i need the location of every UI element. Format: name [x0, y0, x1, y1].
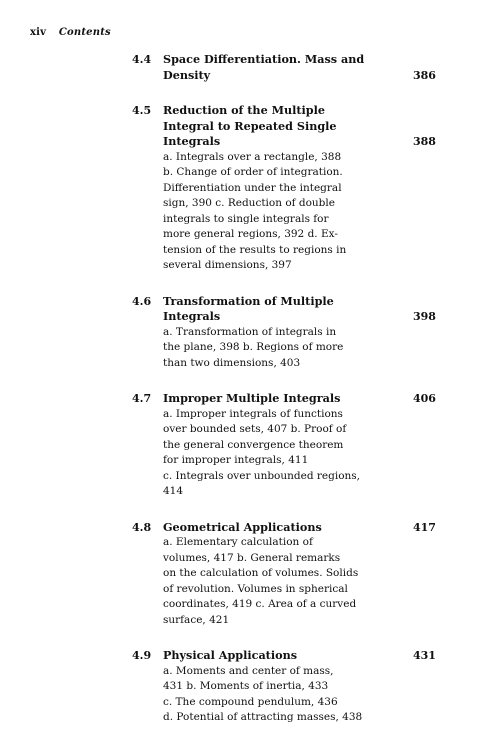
subsection-line: of revolution. Volumes in spherical [163, 582, 348, 595]
toc-section [0, 391, 499, 500]
subsection-line: c. Integrals over unbounded regions, [163, 469, 361, 482]
subsection-line: integrals to single integrals for [163, 212, 329, 225]
section-title-line: Integrals [163, 134, 221, 148]
subsection-line: volumes, 417 b. General remarks [163, 551, 341, 564]
subsection-line: 414 [163, 485, 184, 497]
section-title-line: Density [163, 67, 211, 82]
toc-section [0, 648, 499, 726]
subsection-line: on the calculation of volumes. Solids [163, 567, 359, 579]
subsection-line: a. Moments and center of mass, [163, 664, 334, 677]
section-title-line: Physical Applications [163, 648, 297, 662]
subsection-line: coordinates, 419 c. Area of a curved [163, 598, 357, 610]
section-number: 4.4 [132, 53, 152, 66]
subsection-line: the plane, 398 b. Regions of more [163, 341, 344, 353]
section-body [163, 52, 388, 83]
subsection-line: over bounded sets, 407 b. Proof of [163, 423, 347, 435]
section-page-number: 406 [413, 392, 436, 405]
section-page-number: 431 [413, 649, 436, 662]
section-page-number: 386 [413, 68, 436, 82]
section-title-line: Geometrical Applications [163, 519, 322, 534]
subsection-line: Differentiation under the integral [163, 181, 342, 194]
subsection-line: c. The compound pendulum, 436 [163, 695, 338, 708]
subsection-line: d. Potential of attracting masses, 438 [163, 711, 363, 723]
section-title-line: Integral to Repeated Single [163, 118, 337, 133]
section-body [163, 648, 388, 726]
table-of-contents [0, 52, 499, 746]
subsection-line: than two dimensions, 403 [163, 356, 301, 369]
section-number: 4.5 [132, 104, 152, 117]
header-page-number: xiv [30, 27, 47, 38]
section-body [163, 520, 388, 629]
section-number: 4.7 [132, 392, 152, 405]
subsection-line: the general convergence theorem [163, 438, 344, 451]
section-title-line: Transformation of Multiple [163, 293, 334, 308]
subsection-line: a. Integrals over a rectangle, 388 [163, 150, 342, 163]
section-body [163, 103, 388, 274]
subsection-line: sign, 390 c. Reduction of double [163, 197, 335, 209]
subsection-line: a. Transformation of integrals in [163, 325, 337, 338]
section-number: 4.9 [132, 649, 152, 662]
section-body [163, 391, 388, 500]
toc-section [0, 294, 499, 372]
subsection-line: a. Elementary calculation of [163, 536, 313, 548]
subsection-line: more general regions, 392 d. Ex- [163, 228, 338, 240]
section-page-number: 417 [413, 520, 436, 534]
section-page-number: 398 [413, 310, 436, 323]
section-body [163, 294, 388, 372]
section-title-line: Improper Multiple Integrals [163, 391, 341, 405]
subsection-line: several dimensions, 397 [163, 259, 292, 271]
subsection-line: b. Change of order of integration. [163, 166, 343, 178]
section-title-line: Space Differentiation. Mass and [163, 52, 365, 66]
subsection-line: surface, 421 [163, 613, 230, 626]
running-header [30, 27, 111, 38]
toc-section [0, 520, 499, 629]
section-number: 4.8 [132, 520, 152, 534]
subsection-line: 431 b. Moments of inertia, 433 [163, 680, 329, 692]
section-page-number: 388 [413, 135, 436, 148]
subsection-line: for improper integrals, 411 [163, 454, 309, 466]
section-title-line: Reduction of the Multiple [163, 103, 325, 117]
section-number: 4.6 [132, 294, 152, 308]
toc-section [0, 52, 499, 83]
toc-section [0, 103, 499, 274]
subsection-line: a. Improper integrals of functions [163, 407, 343, 420]
header-title: Contents [58, 27, 111, 38]
subsection-line: tension of the results to regions in [163, 243, 347, 256]
section-title-line: Integrals [163, 309, 221, 323]
